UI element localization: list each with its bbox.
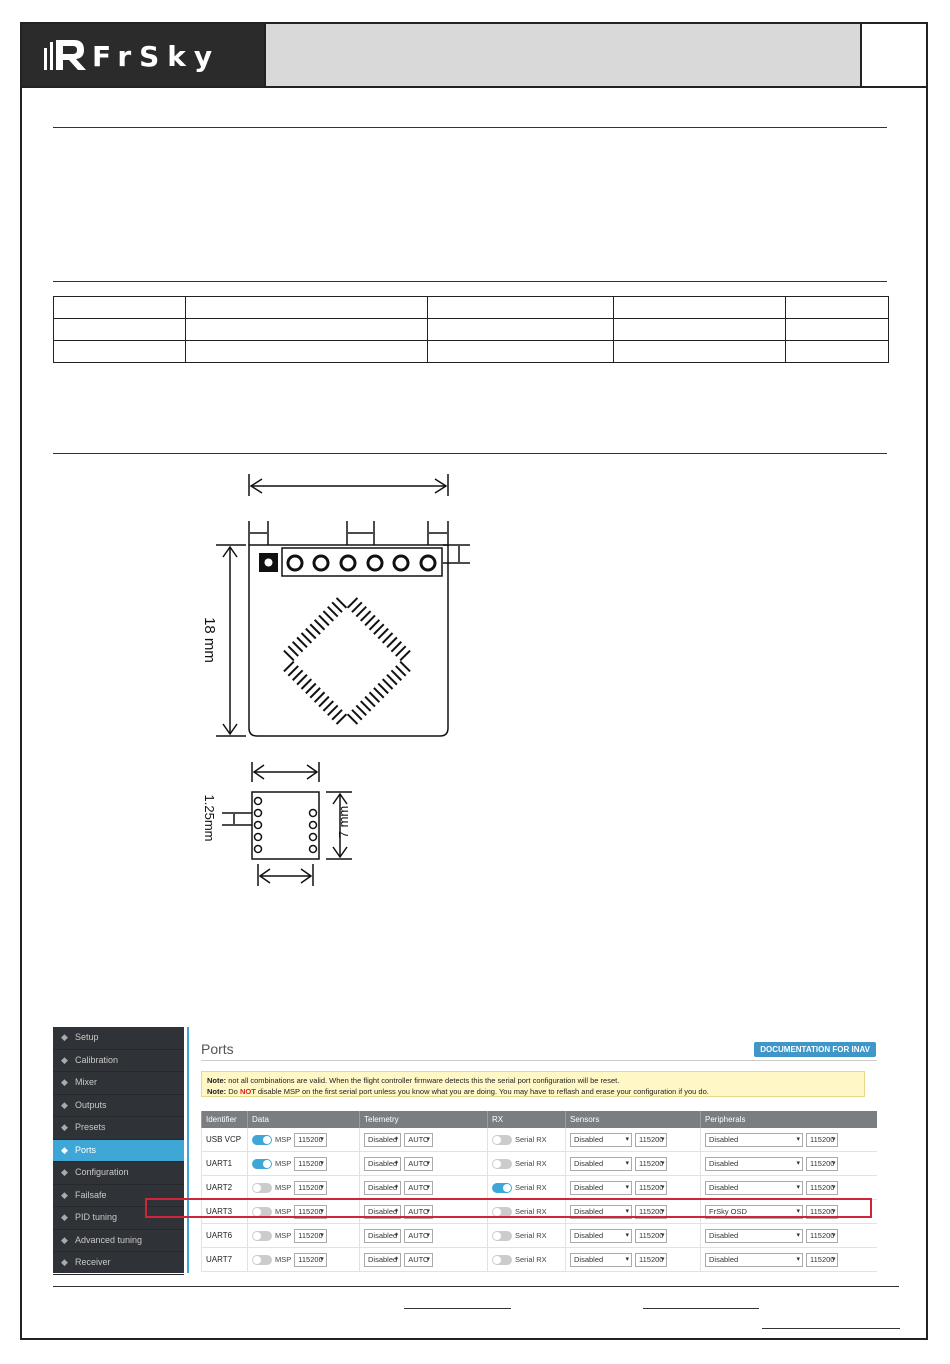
telemetry-baud-select[interactable]: AUTO ▾: [404, 1133, 433, 1147]
data-baud-select[interactable]: 115200 ▾: [294, 1133, 326, 1147]
sensor-select[interactable]: Disabled ▾: [570, 1133, 632, 1147]
chip-pad: [374, 624, 384, 634]
footer-underline: [404, 1308, 511, 1309]
sensor-baud-select[interactable]: 115200 ▾: [635, 1133, 667, 1147]
chip-pad: [297, 675, 307, 685]
sensor-select[interactable]: Disabled ▾: [570, 1181, 632, 1195]
sidebar-item-label: Configuration: [75, 1167, 129, 1177]
chip-pad: [365, 697, 375, 707]
msp-toggle[interactable]: [252, 1231, 272, 1241]
sidebar-item-calibration[interactable]: [53, 1050, 184, 1073]
chip-pad: [315, 692, 325, 702]
column-header: RX: [487, 1111, 565, 1128]
chip-pad: [319, 615, 329, 625]
port-identifier: UART3: [201, 1200, 247, 1223]
serial-rx-label: Serial RX: [515, 1135, 547, 1144]
parachute-icon: ◆: [61, 1189, 68, 1200]
serial-rx-label: Serial RX: [515, 1255, 547, 1264]
msp-label: MSP: [275, 1231, 292, 1240]
msp-label: MSP: [275, 1183, 292, 1192]
chip-pad: [315, 620, 325, 630]
msp-label: MSP: [275, 1255, 292, 1264]
peripheral-baud-select[interactable]: 115200 ▾: [806, 1205, 838, 1219]
sidebar-item-label: Calibration: [75, 1054, 119, 1065]
msp-toggle[interactable]: [252, 1135, 272, 1145]
telemetry-baud-select[interactable]: AUTO ▾: [404, 1253, 433, 1267]
chip-pad: [323, 701, 333, 711]
sidebar-item-label: Receiver: [75, 1257, 111, 1267]
sidebar-item-label: Setup: [75, 1032, 99, 1042]
chip-pad: [301, 633, 311, 643]
chip-pad: [337, 598, 347, 608]
table-row: [201, 1152, 877, 1176]
sidebar-item-receiver[interactable]: [53, 1252, 184, 1275]
peripheral-baud-select[interactable]: 115200 ▾: [806, 1157, 838, 1171]
chip-pad: [387, 637, 397, 647]
chip-pad: [323, 611, 333, 621]
peripheral-select[interactable]: Disabled ▾: [705, 1229, 803, 1243]
port-identifier: UART1: [201, 1152, 247, 1175]
sensor-select[interactable]: Disabled ▾: [570, 1229, 632, 1243]
footer-rule: [53, 1286, 899, 1287]
ports-icon: ◆: [61, 1144, 68, 1155]
advanced-icon: ◆: [61, 1234, 68, 1245]
peripheral-select[interactable]: Disabled ▾: [705, 1253, 803, 1267]
peripheral-select[interactable]: Disabled ▾: [705, 1157, 803, 1171]
documentation-button[interactable]: DOCUMENTATION FOR INAV: [754, 1042, 876, 1057]
sidebar-item-label: Advanced tuning: [75, 1234, 143, 1245]
column-header: Sensors: [565, 1111, 700, 1128]
chip-pad: [374, 688, 384, 698]
receiver-icon: ◆: [61, 1257, 68, 1267]
column-header: Peripherals: [700, 1111, 877, 1128]
chip-pad: [328, 705, 338, 715]
sensor-select[interactable]: Disabled ▾: [570, 1157, 632, 1171]
chip-pad: [306, 629, 316, 639]
msp-toggle[interactable]: [252, 1183, 272, 1193]
mixer-icon: ◆: [61, 1077, 68, 1087]
chip-pad: [369, 620, 379, 630]
chip-pad: [356, 607, 366, 617]
data-baud-select[interactable]: 115200 ▾: [294, 1157, 326, 1171]
chip-pad: [365, 615, 375, 625]
telemetry-baud-select[interactable]: AUTO ▾: [404, 1181, 433, 1195]
data-baud-select[interactable]: 115200 ▾: [294, 1229, 326, 1243]
peripheral-baud-select[interactable]: 115200 ▾: [806, 1133, 838, 1147]
footer-underline: [643, 1308, 759, 1309]
column-header: Identifier: [201, 1111, 247, 1128]
chip-pad: [284, 662, 294, 672]
chip-pad: [352, 710, 362, 720]
sensor-baud-select[interactable]: 115200 ▾: [635, 1181, 667, 1195]
table-header: [201, 1111, 877, 1128]
peripheral-baud-select[interactable]: 115200 ▾: [806, 1229, 838, 1243]
sensor-baud-select[interactable]: 115200 ▾: [635, 1205, 667, 1219]
telemetry-baud-select[interactable]: AUTO ▾: [404, 1205, 433, 1219]
pid-icon: ◆: [61, 1212, 68, 1222]
telemetry-baud-select[interactable]: AUTO ▾: [404, 1157, 433, 1171]
chip-pad: [348, 714, 358, 724]
chip-pad: [310, 688, 320, 698]
chip-pad: [352, 602, 362, 612]
table-row: [201, 1248, 877, 1272]
chip-pad: [348, 598, 358, 608]
chip-pad: [332, 710, 342, 720]
serial-rx-toggle[interactable]: [492, 1135, 512, 1145]
chip-pad: [319, 697, 329, 707]
chip-pad: [387, 675, 397, 685]
chip-pad: [378, 629, 388, 639]
sensor-baud-select[interactable]: 115200 ▾: [635, 1229, 667, 1243]
chip-pad: [310, 624, 320, 634]
chip-pad: [306, 683, 316, 693]
chip-pad: [400, 662, 410, 672]
wrench-icon: ◆: [61, 1032, 68, 1042]
table-row: [201, 1176, 877, 1200]
telemetry-select[interactable]: Disabled ▾: [364, 1253, 401, 1267]
column-header: Data: [247, 1111, 359, 1128]
table-row: [201, 1128, 877, 1152]
chip-pad: [383, 679, 393, 689]
warning-note: [201, 1071, 865, 1097]
uart3-highlight: [145, 1198, 872, 1218]
data-baud-select[interactable]: 115200 ▾: [294, 1181, 326, 1195]
sidebar-item-configuration[interactable]: [53, 1162, 184, 1185]
chip-pad: [391, 670, 401, 680]
dim-side-label: 7 mm: [336, 805, 351, 839]
chip-pad: [288, 646, 298, 656]
peripheral-select[interactable]: Disabled ▾: [705, 1181, 803, 1195]
serial-rx-toggle[interactable]: [492, 1159, 512, 1169]
chip-pad: [361, 701, 371, 711]
chip-pad: [293, 642, 303, 652]
peripheral-baud-select[interactable]: 115200 ▾: [806, 1253, 838, 1267]
chip-pad: [332, 602, 342, 612]
peripheral-select[interactable]: Disabled ▾: [705, 1133, 803, 1147]
msp-label: MSP: [275, 1207, 292, 1216]
page-title: Ports: [201, 1041, 234, 1057]
serial-rx-label: Serial RX: [515, 1207, 547, 1216]
chip-pad: [288, 666, 298, 676]
port-identifier: UART6: [201, 1224, 247, 1247]
gear-icon: ◆: [61, 1167, 68, 1177]
sidebar: [53, 1027, 184, 1273]
telemetry-select[interactable]: Disabled ▾: [364, 1133, 401, 1147]
sidebar-item-outputs[interactable]: [53, 1095, 184, 1118]
chip-pad: [378, 683, 388, 693]
ports-screenshot: [53, 1027, 877, 1273]
dim-height-label: 18 mm: [201, 617, 218, 663]
sensor-baud-select[interactable]: 115200 ▾: [635, 1253, 667, 1267]
brand-text: FrSky: [92, 40, 221, 73]
msp-toggle[interactable]: [252, 1255, 272, 1265]
chip-pad: [356, 705, 366, 715]
chip-pad: [297, 637, 307, 647]
ports-table: [201, 1111, 877, 1272]
chip-pad: [301, 679, 311, 689]
telemetry-baud-select[interactable]: AUTO ▾: [404, 1229, 433, 1243]
port-identifier: UART2: [201, 1176, 247, 1199]
serial-rx-toggle[interactable]: [492, 1255, 512, 1265]
table-row: [201, 1224, 877, 1248]
serial-rx-toggle[interactable]: [492, 1231, 512, 1241]
chip-pad: [400, 651, 410, 661]
telemetry-select[interactable]: Disabled ▾: [364, 1181, 401, 1195]
peripheral-select[interactable]: FrSky OSD ▾: [705, 1205, 803, 1219]
msp-label: MSP: [275, 1159, 292, 1168]
peripheral-baud-select[interactable]: 115200 ▾: [806, 1181, 838, 1195]
sidebar-item-mixer[interactable]: [53, 1072, 184, 1095]
sidebar-item-label: Outputs: [75, 1099, 107, 1110]
sensor-baud-select[interactable]: 115200 ▾: [635, 1157, 667, 1171]
chip-pad: [391, 642, 401, 652]
data-baud-select[interactable]: 115200 ▾: [294, 1205, 326, 1219]
chip-pad: [293, 670, 303, 680]
presets-icon: ◆: [61, 1122, 68, 1132]
title-divider: [201, 1060, 877, 1061]
sidebar-item-ports[interactable]: [53, 1140, 184, 1163]
sidebar-item-label: Mixer: [75, 1077, 97, 1087]
chip-pad: [328, 607, 338, 617]
sidebar-item-presets[interactable]: [53, 1117, 184, 1140]
msp-toggle[interactable]: [252, 1159, 272, 1169]
telemetry-select[interactable]: Disabled ▾: [364, 1157, 401, 1171]
note-line-1: Note: not all combinations are valid. When the flight controller firmware detects this the serial port configuration will be reset.: [207, 1076, 620, 1085]
sidebar-item-label: Ports: [75, 1144, 97, 1155]
sidebar-item-label: PID tuning: [75, 1212, 118, 1222]
footer-underline: [762, 1328, 900, 1329]
serial-rx-label: Serial RX: [515, 1183, 547, 1192]
chip-pad: [396, 646, 406, 656]
sidebar-item-label: Failsafe: [75, 1189, 107, 1200]
port-identifier: USB VCP: [201, 1128, 247, 1151]
chip-pad: [369, 692, 379, 702]
serial-rx-toggle[interactable]: [492, 1183, 512, 1193]
msp-label: MSP: [275, 1135, 292, 1144]
note-line-2: Note: Do NOT disable MSP on the first serial port unless you know what you are doing. You may have to reflash and erase your configuration if you do.: [207, 1087, 709, 1096]
ports-panel: [187, 1027, 879, 1273]
telemetry-select[interactable]: Disabled ▾: [364, 1205, 401, 1219]
outputs-icon: ◆: [61, 1099, 68, 1110]
port-identifier: UART7: [201, 1248, 247, 1271]
serial-rx-label: Serial RX: [515, 1231, 547, 1240]
serial-rx-label: Serial RX: [515, 1159, 547, 1168]
sidebar-item-setup[interactable]: [53, 1027, 184, 1050]
data-baud-select[interactable]: 115200 ▾: [294, 1253, 326, 1267]
chip-pad: [361, 611, 371, 621]
chip-pad: [396, 666, 406, 676]
target-icon: ◆: [61, 1054, 68, 1065]
telemetry-select[interactable]: Disabled ▾: [364, 1229, 401, 1243]
sidebar-item-advanced-tuning[interactable]: [53, 1230, 184, 1253]
chip-pad: [284, 651, 294, 661]
sensor-select[interactable]: Disabled ▾: [570, 1205, 632, 1219]
dim-pitch-label: 1.25mm: [202, 794, 217, 842]
chip-pad: [337, 714, 347, 724]
chip-pad: [383, 633, 393, 643]
column-header: Telemetry: [359, 1111, 487, 1128]
sidebar-item-label: Presets: [75, 1122, 106, 1132]
sensor-select[interactable]: Disabled ▾: [570, 1253, 632, 1267]
